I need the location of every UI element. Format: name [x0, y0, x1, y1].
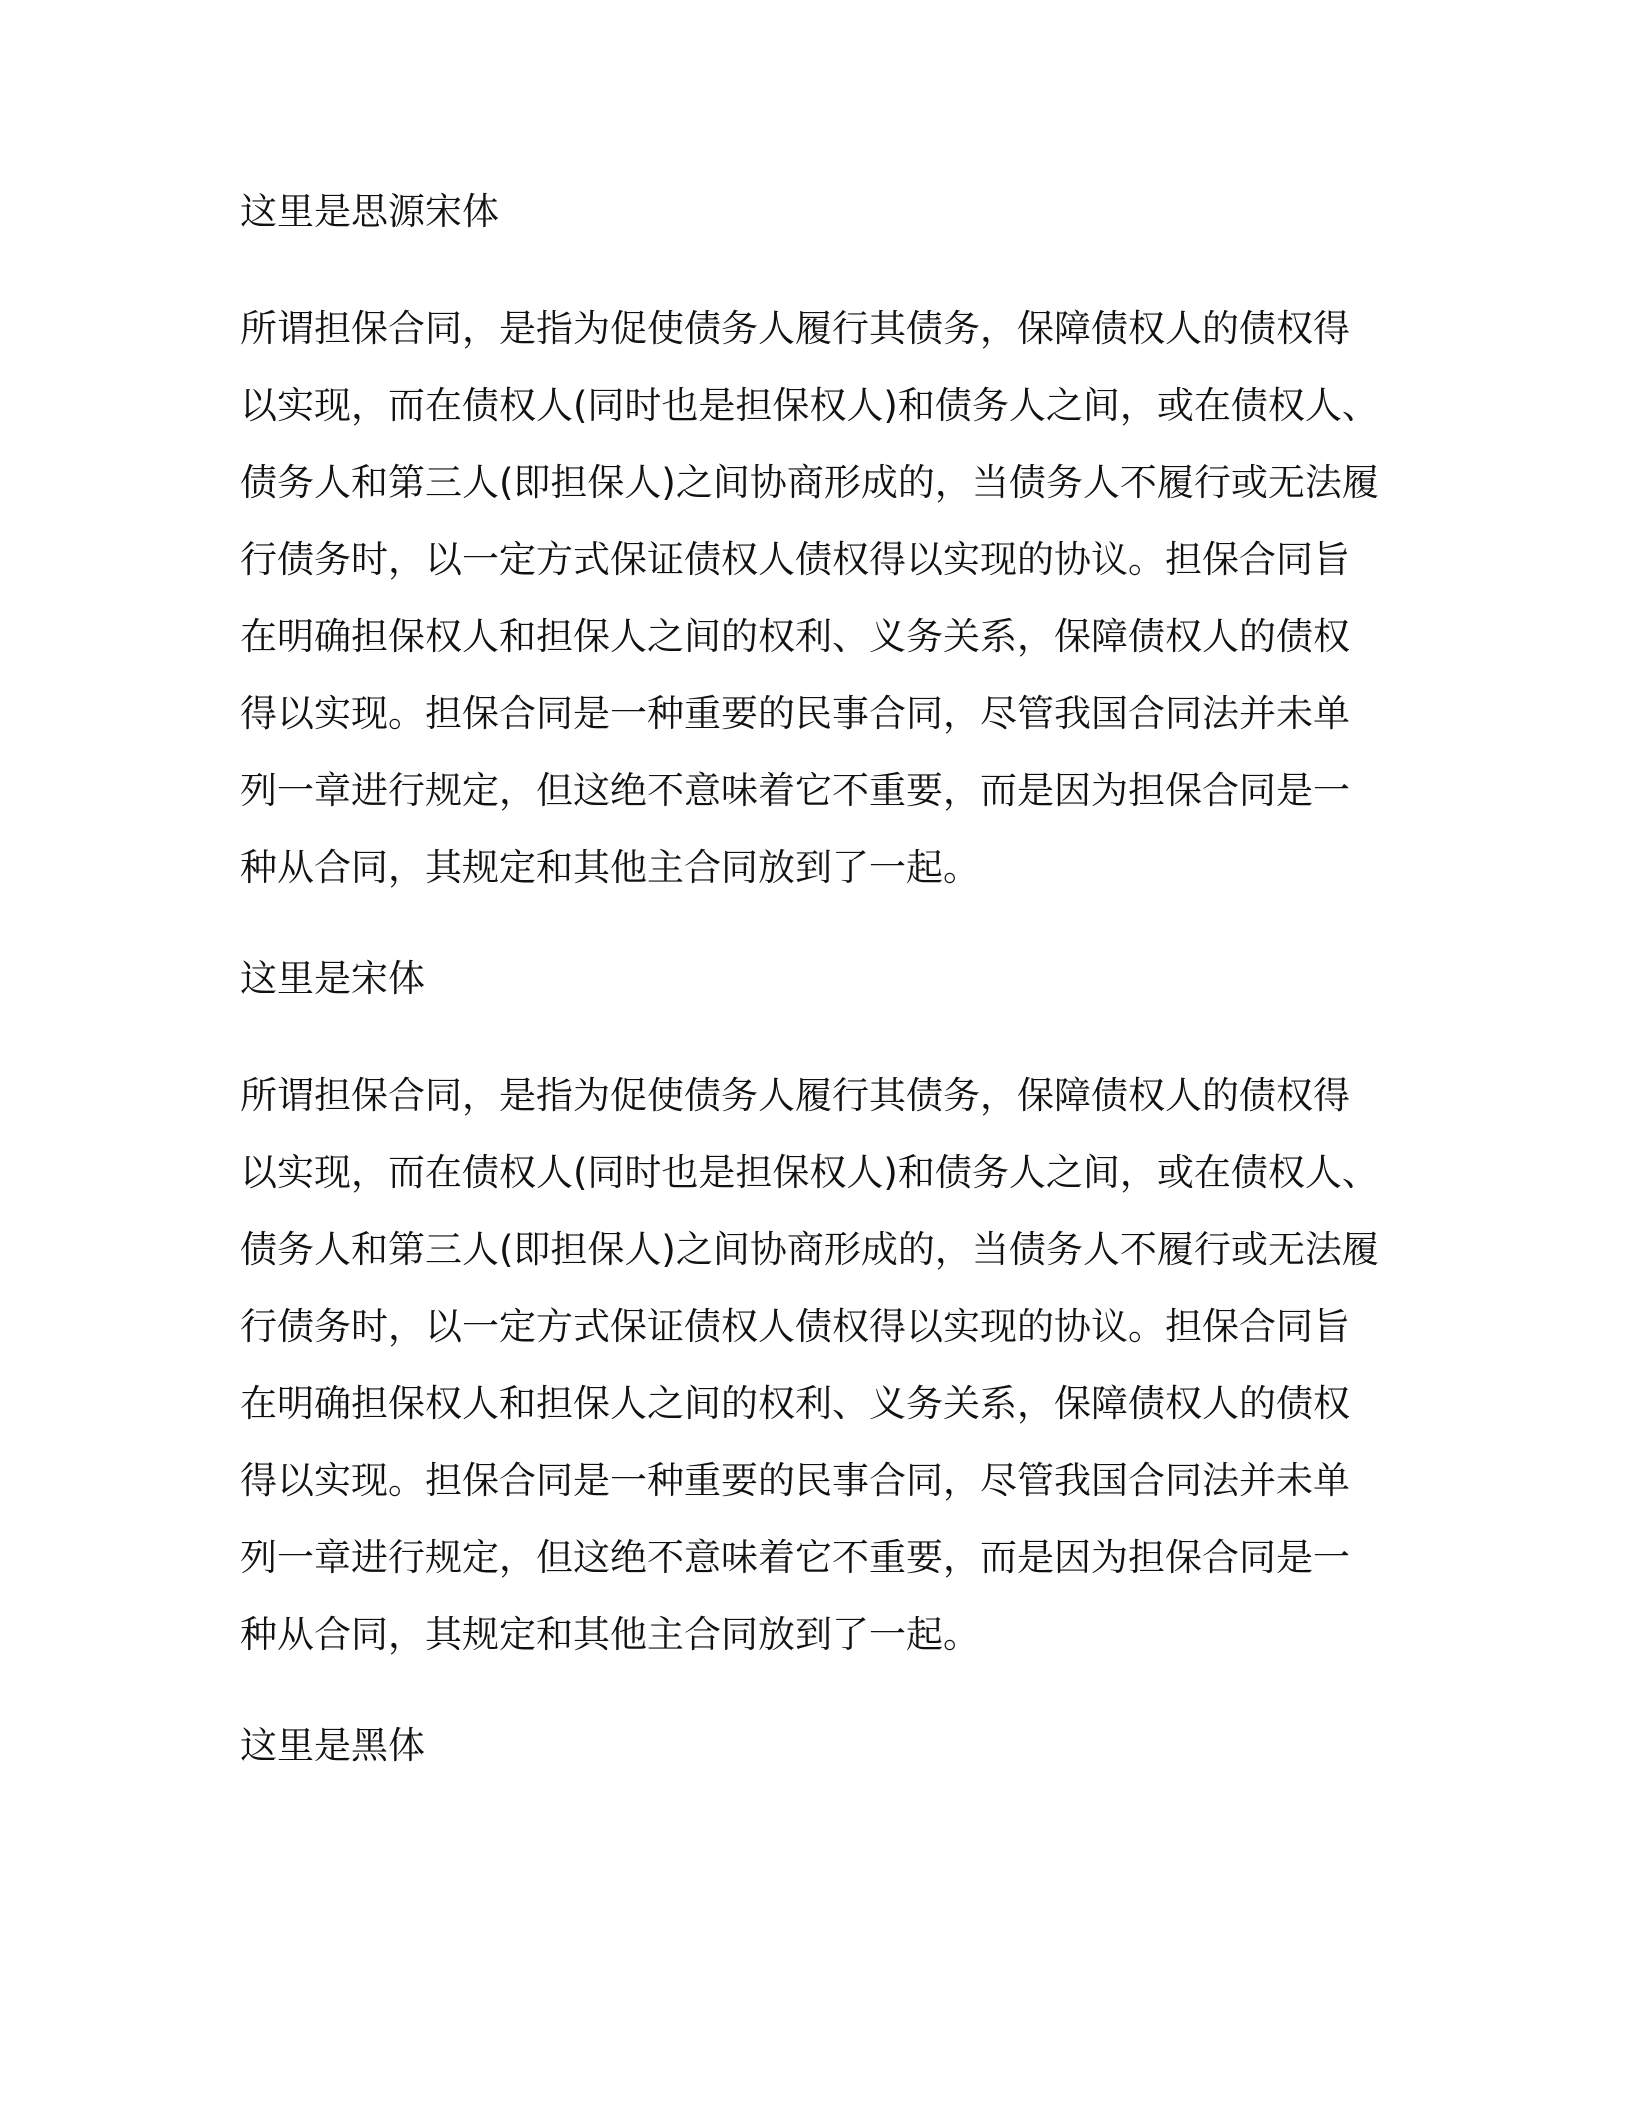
paragraph-guarantee-contract-2	[240, 1057, 1400, 1673]
paragraph-line: 得以实现。担保合同是一种重要的民事合同，尽管我国合同法并未单	[240, 692, 1350, 735]
paragraph-line: 所谓担保合同，是指为促使债务人履行其债务，保障债权人的债权得	[240, 307, 1350, 350]
paragraph-line: 列一章进行规定，但这绝不意味着它不重要，而是因为担保合同是一	[240, 1536, 1350, 1579]
paragraph-line: 在明确担保权人和担保人之间的权利、义务关系，保障债权人的债权	[240, 1382, 1350, 1425]
paragraph-line: 以实现，而在债权人(同时也是担保权人)和债务人之间，或在债权人、	[240, 1151, 1379, 1194]
paragraph-line: 债务人和第三人(即担保人)之间协商形成的，当债务人不履行或无法履	[240, 1228, 1379, 1271]
paragraph-line: 债务人和第三人(即担保人)之间协商形成的，当债务人不履行或无法履	[240, 461, 1379, 504]
paragraph-line: 在明确担保权人和担保人之间的权利、义务关系，保障债权人的债权	[240, 615, 1350, 658]
section-label-siyuan-song: 这里是思源宋体	[240, 190, 499, 233]
paragraph-line: 所谓担保合同，是指为促使债务人履行其债务，保障债权人的债权得	[240, 1074, 1350, 1117]
paragraph-line: 列一章进行规定，但这绝不意味着它不重要，而是因为担保合同是一	[240, 769, 1350, 812]
paragraph-line: 以实现，而在债权人(同时也是担保权人)和债务人之间，或在债权人、	[240, 384, 1379, 427]
paragraph-line: 种从合同，其规定和其他主合同放到了一起。	[240, 1613, 980, 1656]
paragraph-line: 行债务时，以一定方式保证债权人债权得以实现的协议。担保合同旨	[240, 1305, 1350, 1348]
section-label-song: 这里是宋体	[240, 957, 425, 1000]
paragraph-line: 得以实现。担保合同是一种重要的民事合同，尽管我国合同法并未单	[240, 1459, 1350, 1502]
paragraph-line: 种从合同，其规定和其他主合同放到了一起。	[240, 846, 980, 889]
document-body	[240, 184, 1400, 1774]
paragraph-guarantee-contract-1	[240, 290, 1400, 906]
section-label-hei: 这里是黑体	[240, 1724, 425, 1767]
paragraph-line: 行债务时，以一定方式保证债权人债权得以实现的协议。担保合同旨	[240, 538, 1350, 581]
